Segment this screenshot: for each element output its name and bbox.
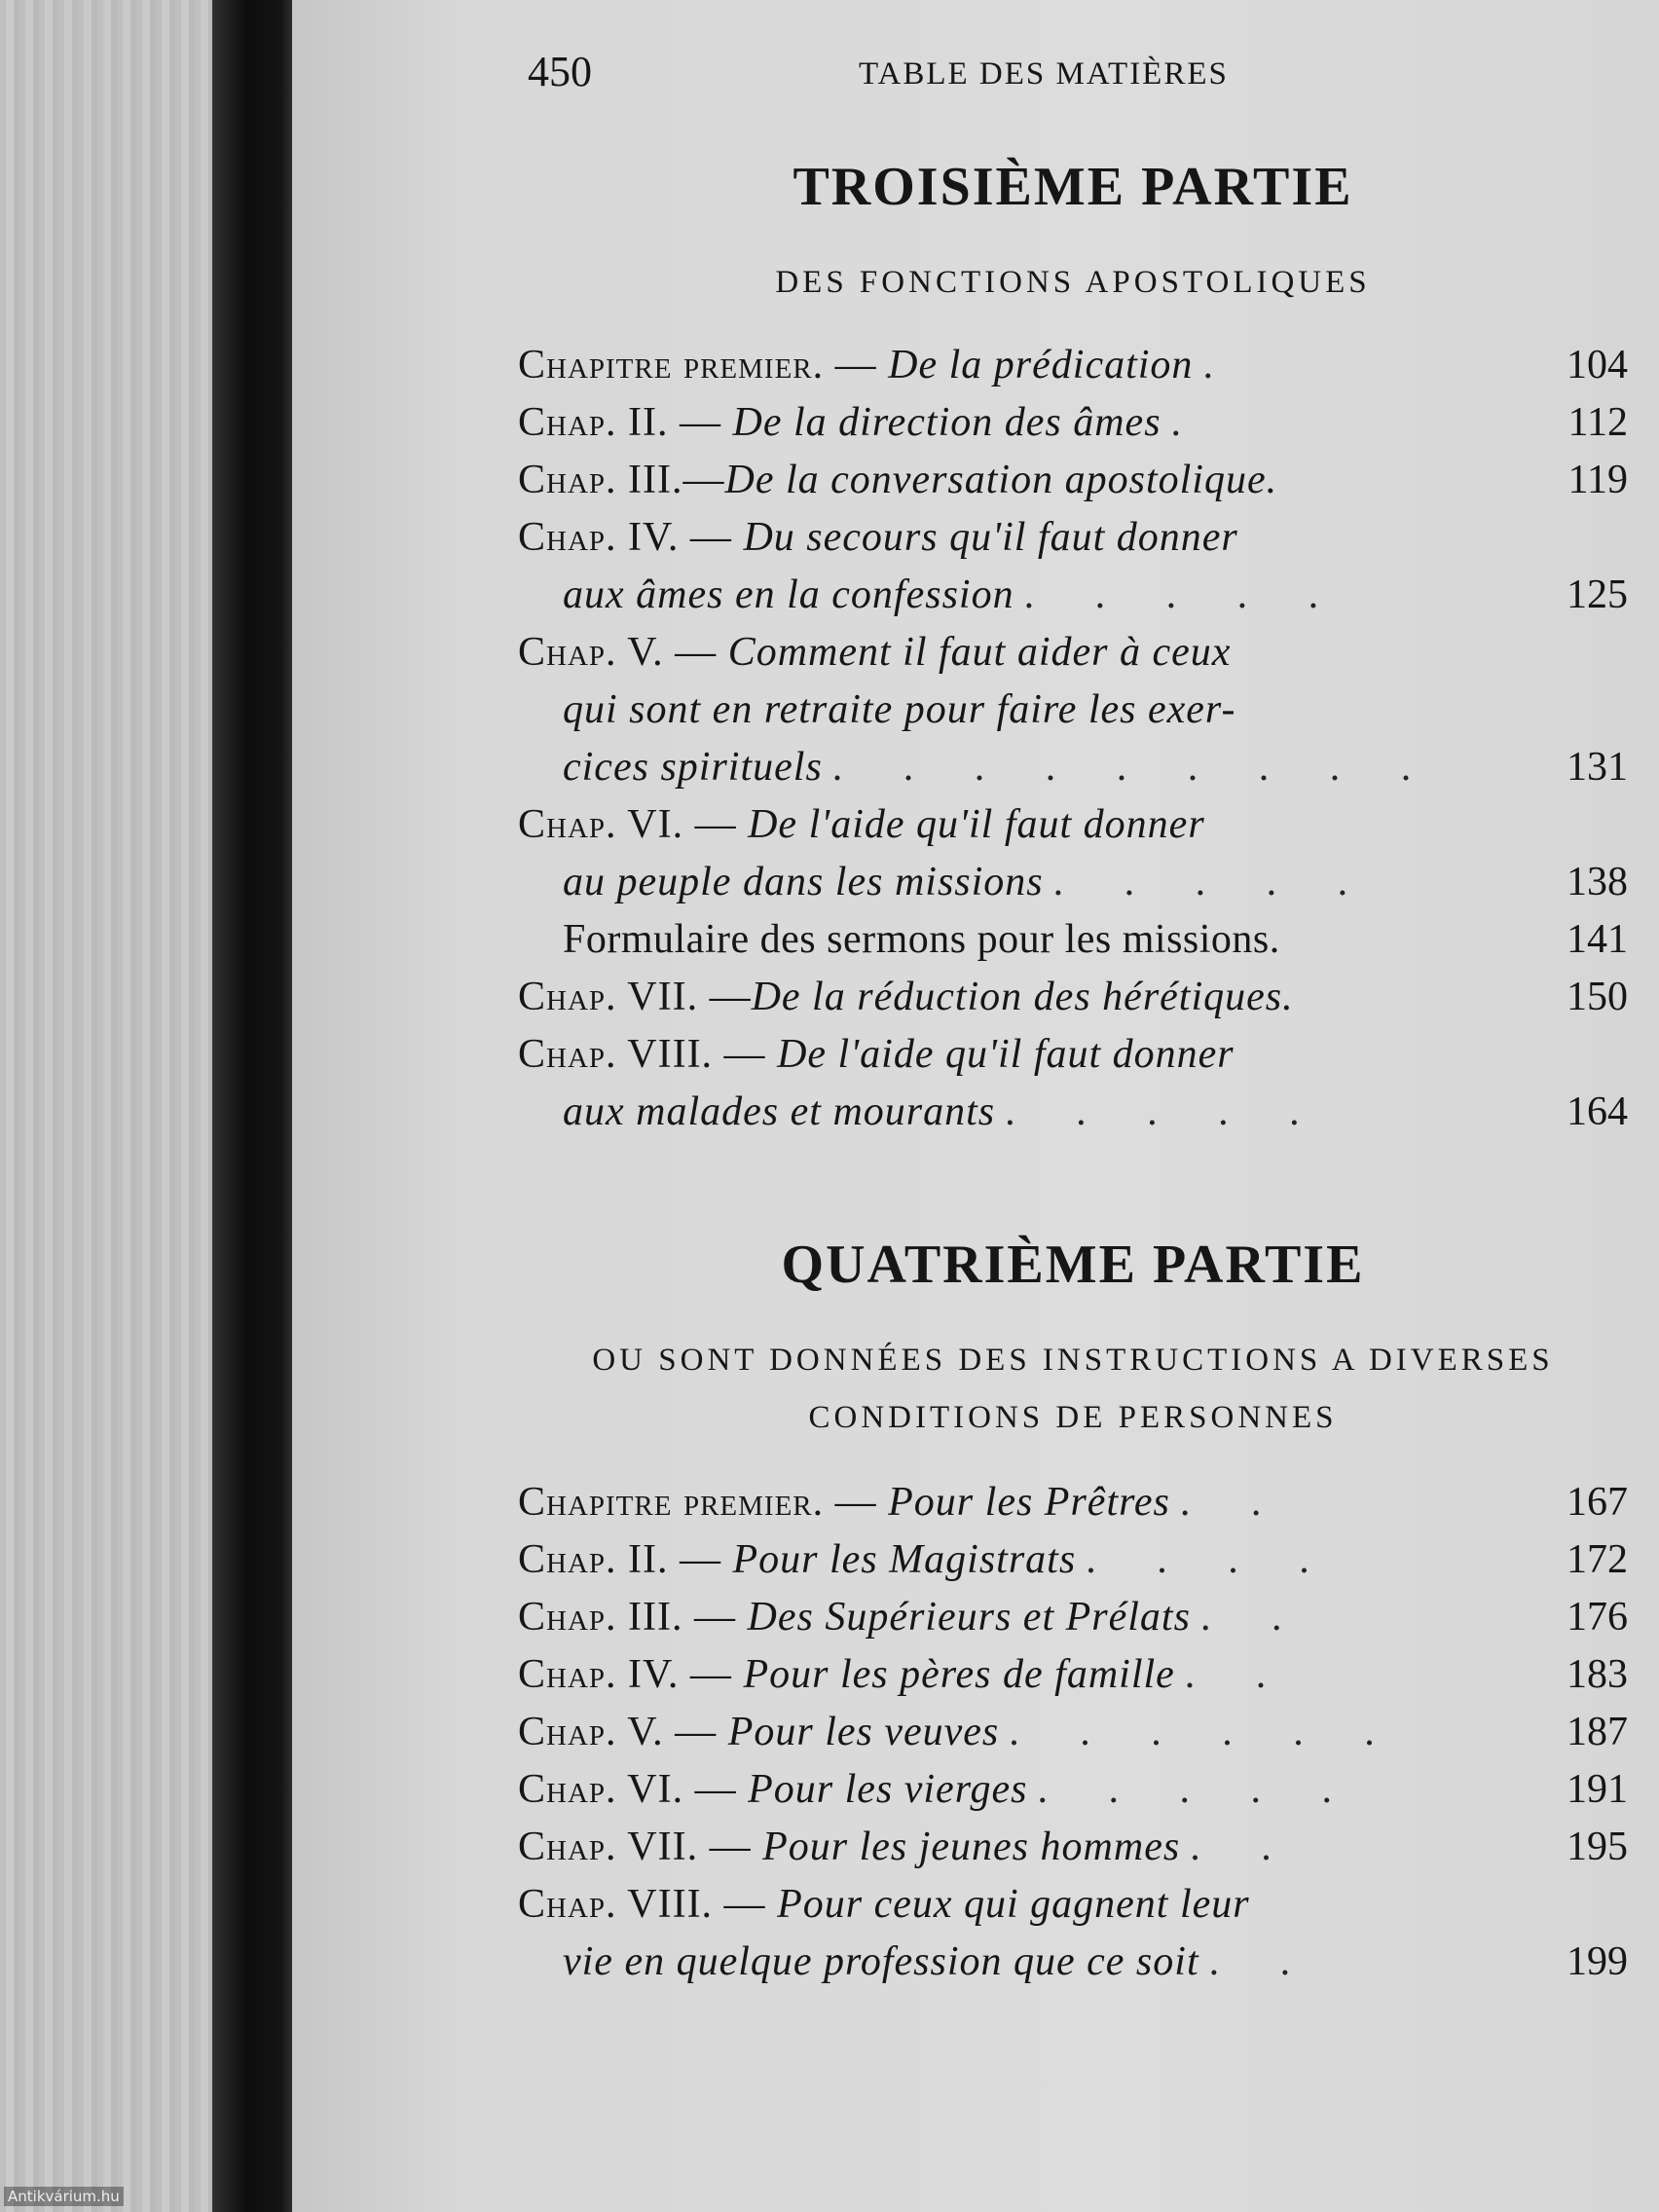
chapter-label: Chap. V. — xyxy=(518,630,728,675)
toc-entry xyxy=(518,974,1628,1031)
toc-entry-text xyxy=(518,1766,1027,1813)
chapter-label: Chap. VIII. — xyxy=(518,1882,778,1927)
toc-entry-text xyxy=(518,342,1193,388)
chapter-title: Pour ceux qui gagnent leur xyxy=(777,1882,1250,1927)
page-reference: 183 xyxy=(1567,1652,1628,1697)
toc-entry xyxy=(518,801,1628,859)
leader-dots: . . xyxy=(1199,1595,1308,1640)
leader-dots: . . . . . xyxy=(1037,1767,1357,1812)
leader-dots: . . . . xyxy=(1086,1537,1335,1582)
toc-entry xyxy=(518,514,1628,571)
chapter-title: Comment il faut aider à ceux xyxy=(727,630,1232,675)
page-reference: 104 xyxy=(1567,343,1628,387)
toc-entry xyxy=(518,1709,1628,1766)
toc-entry-text xyxy=(518,1709,999,1755)
page-reference: 164 xyxy=(1567,1089,1628,1134)
page-reference: 112 xyxy=(1567,400,1628,445)
toc-entry-text xyxy=(563,571,1014,618)
chapter-title: De la conversation apostolique. xyxy=(724,458,1278,502)
toc-entry-text xyxy=(518,629,1231,676)
chapter-label: Chap. IV. — xyxy=(518,1652,744,1697)
toc-entry xyxy=(518,744,1628,801)
facing-page-background xyxy=(0,0,214,2212)
toc-entry-text xyxy=(518,1031,1235,1078)
chapter-label: Chap. II. — xyxy=(518,400,733,445)
toc-entry-text xyxy=(518,974,1294,1020)
chapter-title: vie en quelque profession que ce soit xyxy=(563,1939,1199,1984)
page-reference: 167 xyxy=(1567,1480,1628,1525)
toc-entry xyxy=(518,1881,1628,1938)
toc-entry-text xyxy=(518,1479,1170,1526)
chapter-title: Pour les Prêtres xyxy=(888,1480,1170,1525)
toc-entry-text xyxy=(518,399,1161,446)
toc-entry-text xyxy=(563,744,823,791)
chapter-title: Pour les veuves xyxy=(727,1710,1000,1754)
leader-dots: . . xyxy=(1190,1825,1297,1869)
toc-entry xyxy=(518,686,1628,744)
page-reference: 131 xyxy=(1567,745,1628,790)
toc-entry-text xyxy=(518,1881,1250,1928)
toc-entry xyxy=(518,1938,1628,1996)
chapter-label: Chap. VI. — xyxy=(518,1767,749,1812)
toc-entry-text xyxy=(563,686,1235,733)
leader-dots: . . xyxy=(1208,1939,1316,1984)
chapter-title: De la prédication xyxy=(888,343,1194,387)
book-gutter xyxy=(212,0,298,2212)
toc-entry-text xyxy=(518,1824,1180,1870)
page-reference: 119 xyxy=(1567,458,1628,502)
leader-dots: . . . . . . xyxy=(1009,1710,1400,1754)
chapter-title: De l'aide qu'il faut donner xyxy=(777,1032,1235,1077)
running-title: TABLE DES MATIÈRES xyxy=(859,56,1229,92)
part-subtitle: OU SONT DONNÉES DES INSTRUCTIONS A DIVERSES xyxy=(592,1343,1554,1378)
section-title: Formulaire des sermons pour les missions. xyxy=(563,917,1280,962)
chapter-title: aux âmes en la confession xyxy=(563,572,1014,617)
toc-list xyxy=(518,342,1628,1146)
toc-entry xyxy=(518,859,1628,916)
toc-entry xyxy=(518,1766,1628,1824)
page-reference: 176 xyxy=(1567,1595,1628,1640)
toc-entry xyxy=(518,1479,1628,1536)
page-reference: 199 xyxy=(1567,1939,1628,1984)
chapter-label: Chap. III. — xyxy=(518,1595,748,1640)
toc-entry xyxy=(518,1031,1628,1088)
toc-entry xyxy=(518,1536,1628,1594)
page-reference: 191 xyxy=(1567,1767,1628,1812)
leader-dots: . . . . . xyxy=(1052,860,1374,904)
part-subtitle: DES FONCTIONS APOSTOLIQUES xyxy=(775,265,1371,300)
toc-entry-text xyxy=(518,514,1238,561)
toc-entry-text xyxy=(518,1536,1076,1583)
chapter-label: Chap. VII. — xyxy=(518,975,752,1019)
page-reference: 138 xyxy=(1567,860,1628,904)
part-quatrieme xyxy=(518,1234,1628,1996)
chapter-title: Du secours qu'il faut donner xyxy=(743,515,1238,560)
part-subtitle: CONDITIONS DE PERSONNES xyxy=(808,1400,1338,1435)
chapter-label: Chapitre premier. — xyxy=(518,1480,889,1525)
toc-entry xyxy=(518,629,1628,686)
chapter-title: Des Supérieurs et Prélats xyxy=(747,1595,1191,1640)
running-head xyxy=(518,39,1628,107)
toc-entry xyxy=(518,399,1628,457)
toc-entry xyxy=(518,1651,1628,1709)
chapter-label: Chap. V. — xyxy=(518,1710,728,1754)
chapter-label: Chap. IV. — xyxy=(518,515,744,560)
toc-entry xyxy=(518,916,1628,974)
chapter-label: Chapitre premier. — xyxy=(518,343,889,387)
chapter-title: qui sont en retraite pour faire les exer- xyxy=(563,687,1236,732)
chapter-label: Chap. II. — xyxy=(518,1537,733,1582)
toc-entry xyxy=(518,1594,1628,1651)
chapter-title: cices spirituels xyxy=(563,745,823,790)
chapter-title: Pour les jeunes hommes xyxy=(762,1825,1181,1869)
chapter-title: Pour les vierges xyxy=(748,1767,1028,1812)
toc-entry xyxy=(518,342,1628,399)
watermark: Antikvárium.hu xyxy=(4,2187,124,2206)
chapter-title: au peuple dans les missions xyxy=(563,860,1044,904)
part-troisieme xyxy=(518,156,1628,1146)
page-reference: 141 xyxy=(1567,917,1628,962)
toc-list xyxy=(518,1479,1628,1996)
toc-entry-text xyxy=(518,457,1277,503)
page-content xyxy=(518,39,1628,1996)
chapter-title: aux malades et mourants xyxy=(563,1089,996,1134)
toc-entry xyxy=(518,457,1628,514)
leader-dots: . xyxy=(1170,400,1207,445)
chapter-label: Chap. VIII. — xyxy=(518,1032,778,1077)
chapter-title: Pour les Magistrats xyxy=(732,1537,1077,1582)
page-reference: 150 xyxy=(1567,975,1628,1019)
chapter-title: De l'aide qu'il faut donner xyxy=(748,802,1205,847)
toc-entry-text xyxy=(518,801,1205,848)
leader-dots: . . xyxy=(1184,1652,1292,1697)
leader-dots: . . . . . . . . . xyxy=(831,745,1437,790)
page-reference: 195 xyxy=(1567,1825,1628,1869)
chapter-title: De la direction des âmes xyxy=(732,400,1161,445)
toc-entry-text xyxy=(563,859,1044,905)
chapter-label: Chap. VI. — xyxy=(518,802,749,847)
toc-entry-text xyxy=(518,1651,1175,1698)
leader-dots: . . . . . xyxy=(1023,572,1345,617)
toc-entry xyxy=(518,1088,1628,1146)
page-reference: 187 xyxy=(1567,1710,1628,1754)
page-reference: 125 xyxy=(1567,572,1628,617)
toc-entry-text xyxy=(518,1594,1191,1641)
toc-entry-text xyxy=(563,1088,995,1135)
toc-entry-text xyxy=(563,916,1280,963)
toc-entry xyxy=(518,1824,1628,1881)
leader-dots: . . xyxy=(1179,1480,1287,1525)
page-reference: 172 xyxy=(1567,1537,1628,1582)
part-title: TROISIÈME PARTIE xyxy=(793,157,1353,217)
chapter-title: Pour les pères de famille xyxy=(743,1652,1175,1697)
chapter-label: Chap. VII. — xyxy=(518,1825,763,1869)
toc-entry xyxy=(518,571,1628,629)
page-number: 450 xyxy=(528,48,592,95)
chapter-title: De la réduction des hérétiques. xyxy=(751,975,1294,1019)
toc-entry-text xyxy=(563,1938,1199,1985)
leader-dots: . xyxy=(1202,343,1238,387)
leader-dots: . . . . . xyxy=(1005,1089,1325,1134)
chapter-label: Chap. III.— xyxy=(518,458,725,502)
part-title: QUATRIÈME PARTIE xyxy=(781,1235,1365,1295)
